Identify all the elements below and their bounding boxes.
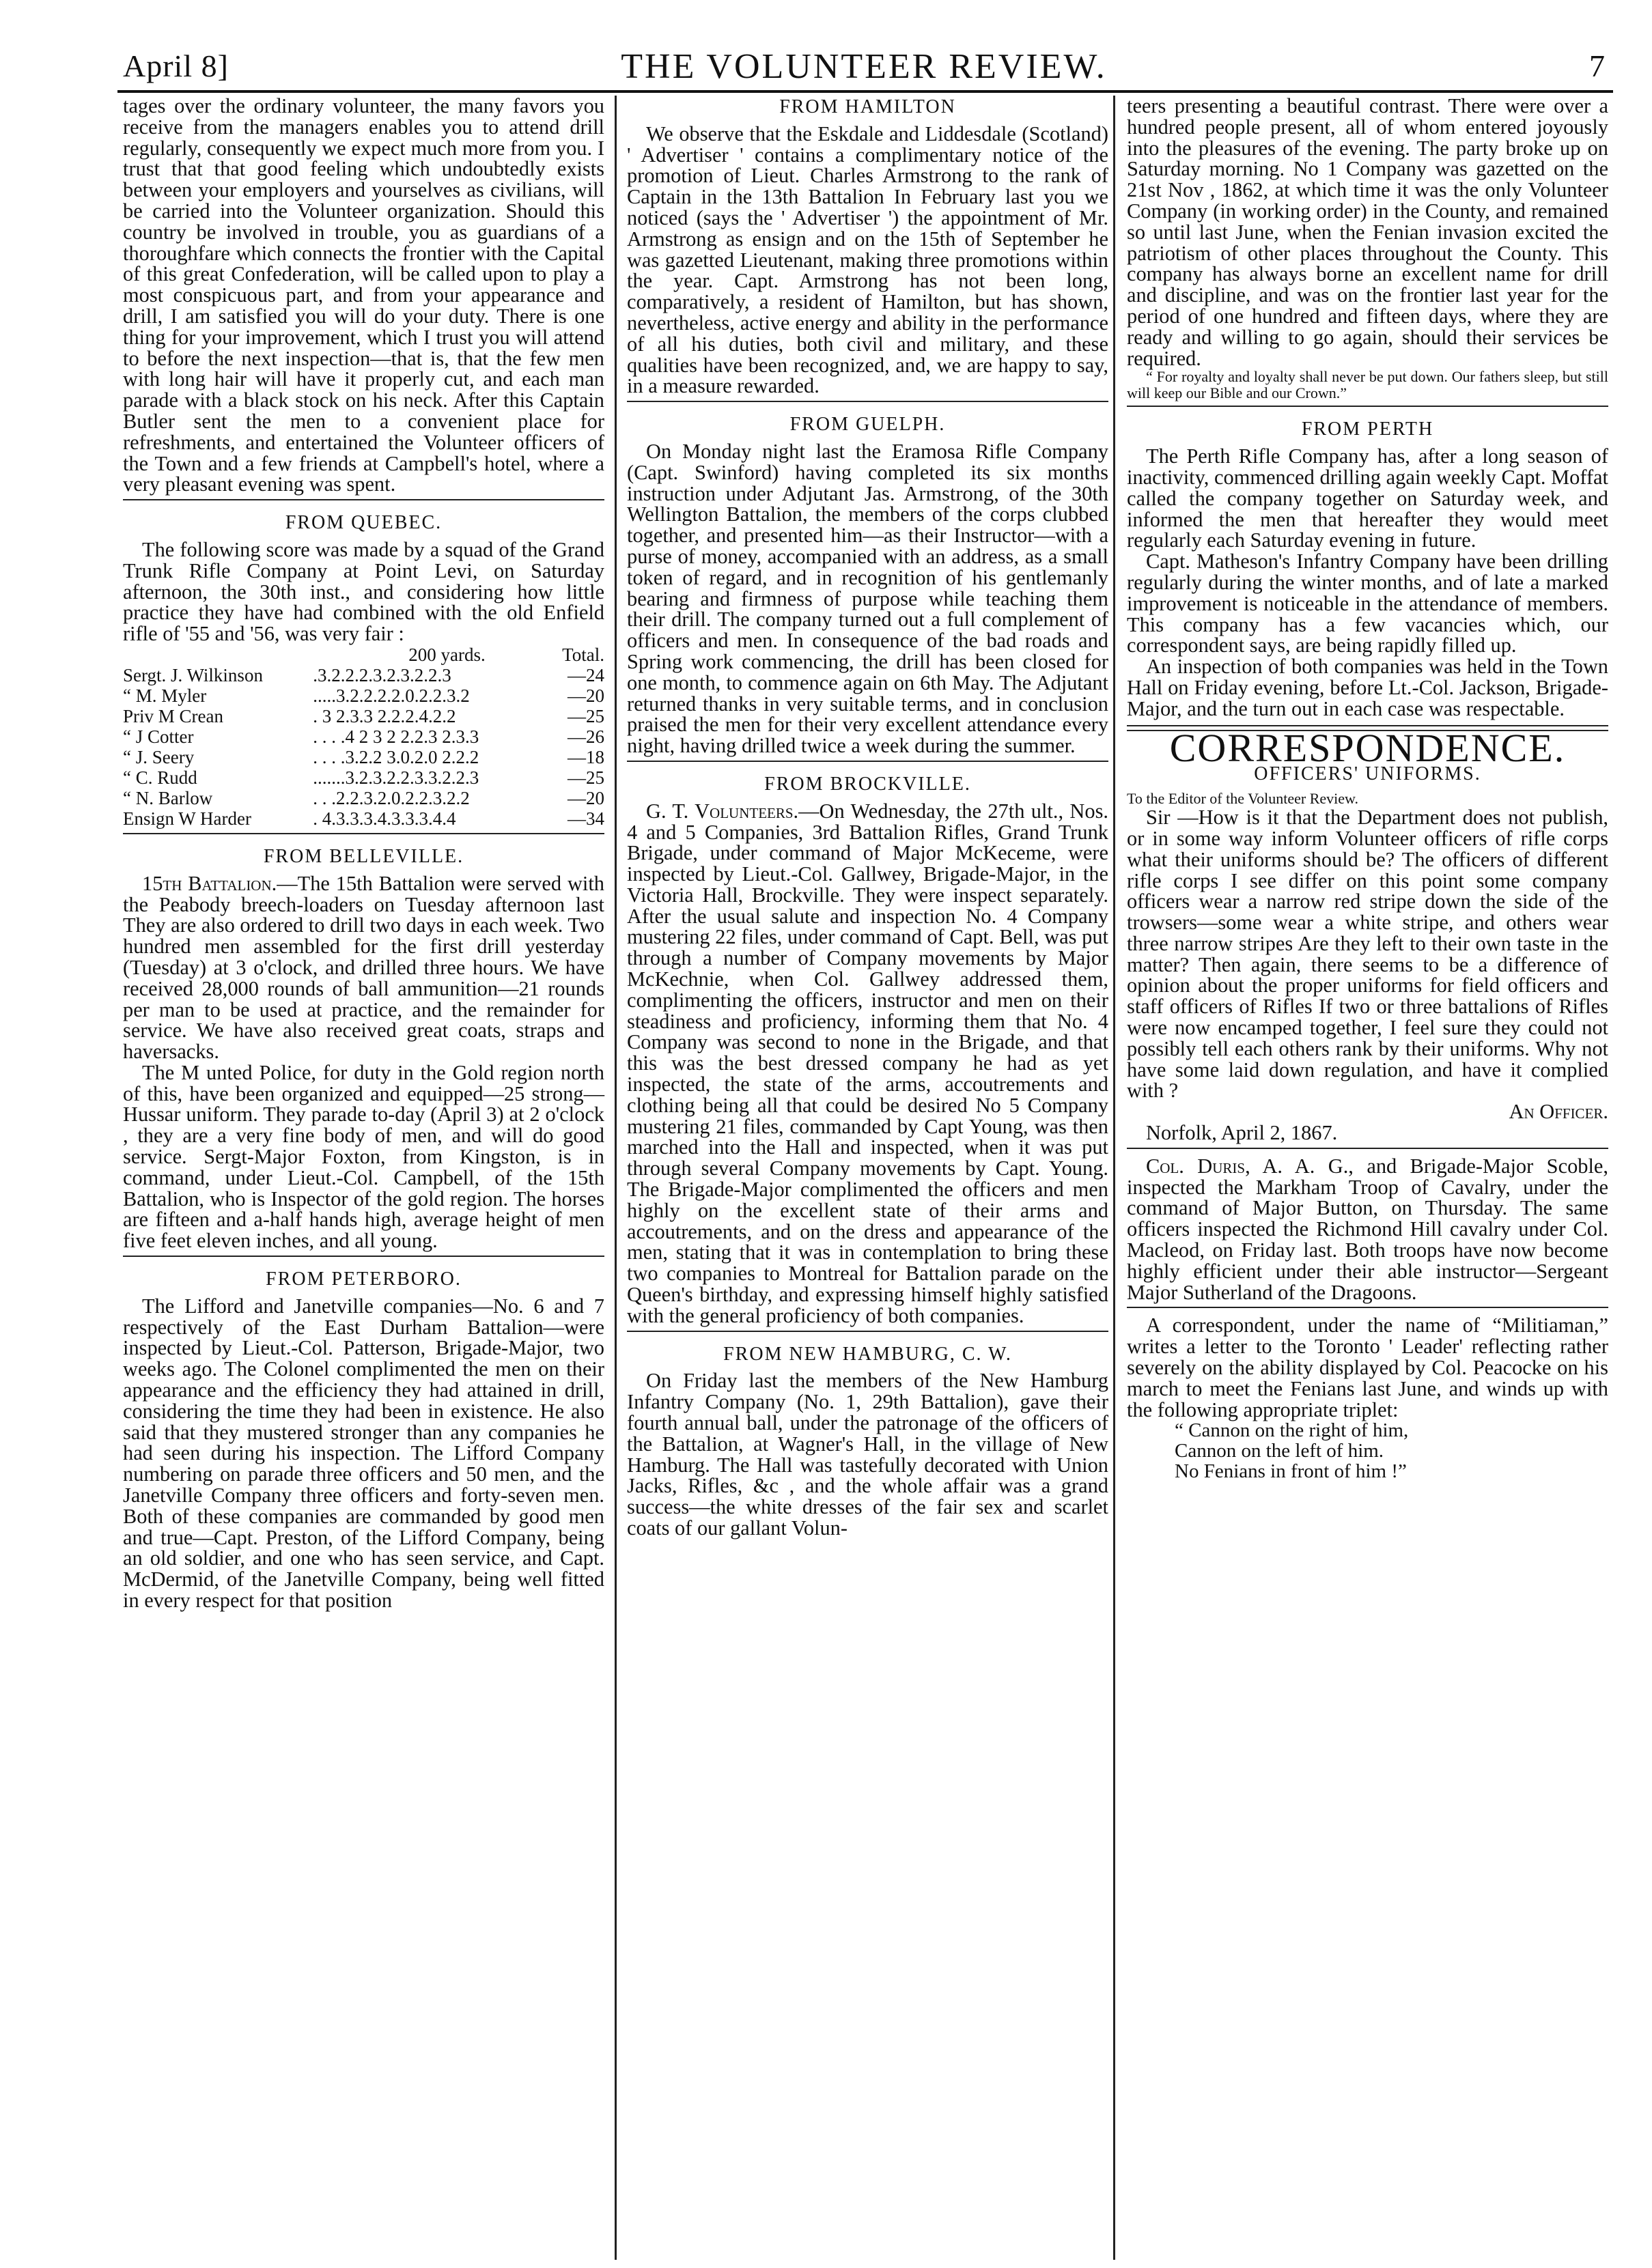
score-row <box>123 808 604 829</box>
shots: . 3 2.3.3 2.2.2.4.2.2 <box>313 705 456 726</box>
shooter-total: —34 <box>568 808 604 829</box>
article-paragraph: teers presenting a beautiful contrast. There were over a hundred people present, all of whom entered joyously into the pleasures of the evening. The party broke up on Saturday morning. No 1 Company was gazetted on the 21st Nov , 1862, at which time it was the only Volunteer Company (in working order) in the County, and remained so until last June, when the Fenian invasion excited the patriotism of other places throughout the County. This company has always borne an excellent name for drill and discipline, and was on the frontier last year for the period of one hundred and fifteen days, where they are ready and willing to go again, should their services be required. <box>1127 94 1608 370</box>
shots: .....3.2.2.2.2.0.2.2.3.2 <box>313 685 470 706</box>
page-header <box>116 46 1612 94</box>
article-paragraph <box>627 801 1108 1327</box>
article-paragraph: tages over the ordinary volunteer, the many favors you receive from the managers enables you to attend drill regularly, consequently we expect much more from you. I trust that that good feeling which undoubtedly exists between your employers and yourselves as civilians, will be carried into the Volunteer organization. Should this country be involved in trouble, you as guardians of a thoroughfare which connects the frontier with the Capital of this great Confederation, will be called upon to play a most conspicuous part, and from your appearance and drill, I am satisfied you will do your duty. There is one thing for your improvement, which I trust you will attend to before the next inspection—that is, that the few men with long hair will have it properly cut, and each man parade with a black stock on his neck. After this Captain Butler sent the men to a convenient place for refreshments, and entertained the Volunteer officers of the Town and a few friends at Campbell's hotel, where a very pleasant evening was spent. <box>123 94 604 496</box>
section-heading: FROM GUELPH. <box>789 414 946 436</box>
shooter-total: —26 <box>568 726 604 747</box>
correspondence-heading: CORRESPONDENCE. <box>1169 725 1566 770</box>
section-heading: FROM PERTH <box>1301 419 1434 440</box>
place-date: Norfolk, April 2, 1867. <box>1146 1121 1338 1145</box>
article-paragraph <box>1127 1156 1608 1303</box>
score-row <box>123 788 604 808</box>
article-paragraph: The Lifford and Janetville companies—No. 6 and 7 respectively of the East Durham Battalion—were inspected by Lieut.-Col. Patterson, Brigade-Major, two weeks ago. The Colonel complimented the men on their appearance and the efficiency they had attained in drill, considering the time they had been in existence. He also said that they mustered stronger than any companies he had seen during his inspection. The Lifford Company numbering on parade three officers and 50 men, and the Janetville Company three officers and forty-seven men. Both of these companies are commanded by good men and true—Capt. Preston, of the Lifford Company, being an old soldier, and one who has seen service, and Capt. McDermid, of the Janetville Company, being well fitted in every respect for that position <box>123 1294 604 1613</box>
salutation: To the Editor of the Volunteer Review. <box>1127 790 1358 808</box>
shooter-total: —20 <box>568 787 604 808</box>
score-table <box>123 644 604 829</box>
section-heading: FROM HAMILTON <box>779 96 956 117</box>
page-number: 7 <box>1589 48 1605 83</box>
lead-in: Col. Duris, A. A. G., <box>1146 1154 1354 1178</box>
shooter-name: “ M. Myler <box>123 685 207 706</box>
article-paragraph: The M unted Police, for duty in the Gold region north of this, have been organized and equipped—25 strong—Hussar uniform. They parade to-day (April 3) at 2 o'clock , they are a very fine body of men, and will do good service. Sergt-Major Foxton, from Kingston, is in command, under Lieut.-Col. Campbell, of the 15th Battalion, who is Inspector of the gold region. The horses are fifteen and a-half hands high, average height of men five feet eleven inches, and all young. <box>123 1060 604 1253</box>
shooter-total: —24 <box>568 664 604 685</box>
section-rule <box>123 1256 604 1257</box>
section-rule <box>627 761 1108 762</box>
section-heading: FROM BELLEVILLE. <box>263 845 464 867</box>
section-heading: OFFICERS' UNIFORMS. <box>1254 763 1481 785</box>
letter-signature <box>1127 1101 1608 1122</box>
score-row <box>123 767 604 788</box>
article-paragraph: We observe that the Eskdale and Liddesdale (Scotland) ' Advertiser ' contains a complimentary notice of the promotion of Lieut. Charles Armstrong to the rank of Captain in the 13th Battalion In February last you we noticed (says the ' Advertiser ') the appointment of Mr. Armstrong as ensign and on the 15th of September he was gazetted Lieutenant, making three promotions within the year. Capt. Armstrong has not been long, comparatively, a resident of Hamilton, but has shown, nevertheless, active energy and ability in the performance of all his duties, both civil and military, and these qualities have been recognized, and, we are happy to say, in a measure rewarded. <box>627 122 1108 398</box>
paragraph-text: and Brigade-Major Scoble, inspected the Markham Troop of Cavalry, under the command of Major Button, on Thursday. The same officers inspected the Richmond Hill cavalry under Col. Macleod, on Friday last. Both troops have now become highly efficient under their able instructor—Sergeant Major Sutherland of the Dragoons. <box>1127 1154 1608 1304</box>
article-paragraph: Capt. Matheson's Infantry Company have been drilling regularly during the winter months, and of late a marked improvement is noticeable in the attendance of members. This company has a few vacancies which, our correspondent says, are being rapidly filled up. <box>1127 550 1608 657</box>
paragraph-text: —The 15th Battalion were served with the Peabody breech-loaders on Tuesday afternoon last They are also ordered to drill two days in each week. Two hundred men assembled for the first drill yesterday (Tuesday) at 3 o'clock, and drilled three hours. We have received 28,000 rounds of ball ammunition—21 rounds per man to be used at practice, and the remainder for service. We have also received great coats, straps and haversacks. <box>123 871 604 1064</box>
section-rule <box>1127 1148 1608 1149</box>
article-paragraph <box>123 873 604 1062</box>
yards-header: 200 yards. <box>408 644 486 665</box>
verse-line: Cannon on the left of him. <box>1175 1440 1384 1462</box>
shooter-total: —20 <box>568 685 604 706</box>
shooter-name: “ J Cotter <box>123 726 194 747</box>
article-paragraph: The following score was made by a squad of the Grand Trunk Rifle Company at Point Levi, on Saturday afternoon, the 30th inst., and considering how little practice they have had combined with the old Enfield rifle of '55 and '56, was very fair : <box>123 537 604 646</box>
column-2 <box>627 96 1108 1539</box>
section-rule <box>123 499 604 500</box>
lead-in: G. T. Volunteers. <box>646 799 799 823</box>
shooter-name: “ N. Barlow <box>123 787 213 808</box>
shooter-name: Ensign W Harder <box>123 808 251 829</box>
shots: . . . .4 2 3 2 2.2.3 2.3.3 <box>313 726 479 747</box>
verse-line: “ Cannon on the right of him, <box>1175 1419 1409 1442</box>
section-rule <box>123 833 604 834</box>
shooter-total: —25 <box>568 705 604 726</box>
shots: . . .2.2.3.2.0.2.2.3.2.2 <box>313 787 470 808</box>
shooter-name: Sergt. J. Wilkinson <box>123 664 263 685</box>
shots: .3.2.2.2.3.2.3.2.2.3 <box>313 664 451 685</box>
article-paragraph: An inspection of both companies was held in the Town Hall on Friday evening, before Lt.-Col. Jackson, Brigade-Major, and the turn out in each case was respectable. <box>1127 655 1608 720</box>
shots: . . . .3.2.2 3.0.2.0 2.2.2 <box>313 746 479 767</box>
signature: An Officer. <box>1509 1100 1608 1124</box>
score-row <box>123 706 604 726</box>
section-rule <box>1127 406 1608 407</box>
column-divider <box>615 96 617 2260</box>
quote: “ For royalty and loyalty shall never be put down. Our fathers sleep, but still will keep our Bible and our Crown.” <box>1127 368 1608 402</box>
section-heading: FROM QUEBEC. <box>285 512 443 534</box>
shooter-name: “ J. Seery <box>123 746 195 767</box>
paragraph-text: —On Wednesday, the 27th ult., Nos. 4 and 5 Companies, 3rd Battalion Rifles, Grand Trunk Brigade, under command of Major McKeceme, were inspected by Lieut.-Col. Gallwey, Brigade-Major, in the Victoria Hall, Brockville. They were inspect separately. After the usual salute and inspection No. 4 Company mustering 22 files, under command of Capt. Bell, was put through a number of Company movements by Major McKechnie, when Col. Gallwey addressed them, complimenting the officers, instructor and men on their steadiness and proficiency, informing them that No. 4 Company was second to none in the Brigade, and that this was the best dressed company he had as yet inspected, the state of the arms, accoutrements and clothing being all that could be desired No 5 Company mustering 21 files, commanded by Capt Young, was then marched into the Hall and inspected, when it was put through several Company movements by Capt. Young. The Brigade-Major complimented the officers and men highly on the excellent state of their arms and accoutrements, and on the dress and appearance of the men, stating that it was in contemplation to bring these two companies to Montreal for Battalion parade on the Queen's birthday, and expressing himself highly satisfied with the general proficiency of both companies. <box>627 799 1108 1327</box>
newspaper-title: THE VOLUNTEER REVIEW. <box>621 47 1107 86</box>
letter-paragraph: Sir —How is it that the Department does not publish, or in some way inform Volunteer officers of rifle corps what their uniforms should be? The officers of different rifle corps I see differ on this point some company officers wear a narrow red stripe down the side of the trowsers—some wear a white stripe, and others wear three narrow stripes Are they left to their own taste in the matter? Then again, there seems to be a difference of opinion about the proper uniforms for field officers and staff officers of Rifles If two or three battalions of Rifles were now encamped together, I feel sure they could not possibly tell each others rank by their uniforms. Why not have some laid down regulation, and have it complied with ? <box>1127 806 1608 1103</box>
total-header: Total. <box>562 644 604 665</box>
shots: . 4.3.3.3.4.3.3.3.4.4 <box>313 808 456 829</box>
article-paragraph: The Perth Rifle Company has, after a long season of inactivity, commenced drilling again weekly Capt. Moffat called the company together on Saturday week, and informed the men that hereafter they would meet regularly each Saturday evening in future. <box>1127 444 1608 552</box>
column-divider <box>1113 96 1115 2260</box>
score-row <box>123 685 604 706</box>
header-rule <box>117 90 1613 93</box>
section-rule <box>1127 1307 1608 1308</box>
article-paragraph: On Monday night last the Eramosa Rifle Company (Capt. Swinford) having completed its six months instruction under Adjutant Jas. Armstrong, of the 30th Wellington Battalion, the members of the corps clubbed together, and presented him—as their Instructor—with a purse of money, accompanied with an address, as a small token of regard, and in recognition of his gentlemanly bearing and firmness of purpose while teaching them their drill. The company turned out a full complement of officers and men. In consequence of the bad roads and Spring work commencing, the drill has been closed for one month, to commence again on 6th May. The Adjutant returned thanks in very suitable terms, and in conclusion praised the men for their very excellent attendance every night, having drilled twice a week during the summer. <box>627 439 1108 758</box>
article-paragraph: On Friday last the members of the New Hamburg Infantry Company (No. 1, 29th Battalion), gave their fourth annual ball, under the patronage of the officers of the Battalion, at Wagner's Hall, in the village of New Hamburg. The Hall was tastefully decorated with Union Jacks, Rifles, &c , and the whole affair was a grand success—the white dresses of the fair sex and scarlet coats of our gallant Volun- <box>627 1369 1108 1540</box>
score-table-header <box>123 644 604 665</box>
column-3 <box>1127 96 1608 1482</box>
shooter-total: —25 <box>568 767 604 788</box>
shooter-total: —18 <box>568 746 604 767</box>
score-row <box>123 665 604 685</box>
shots: .......3.2.3.2.2.3.3.2.2.3 <box>313 767 479 788</box>
issue-date: April 8] <box>123 48 229 83</box>
shooter-name: “ C. Rudd <box>123 767 197 788</box>
section-heading: FROM NEW HAMBURG, C. W. <box>723 1343 1012 1365</box>
section-heading: FROM PETERBORO. <box>266 1268 462 1290</box>
score-row <box>123 726 604 747</box>
section-rule <box>627 1331 1108 1332</box>
column-1 <box>123 96 604 1611</box>
verse-line: No Fenians in front of him !” <box>1175 1460 1407 1483</box>
article-paragraph: A correspondent, under the name of “Militiaman,” writes a letter to the Toronto ' Leader' reflecting rather severely on the ability displayed by Col. Peacocke on his march to meet the Fenians last June, and winds up with the following appropriate triplet: <box>1127 1314 1608 1421</box>
lead-in: 15th Battalion. <box>142 871 277 895</box>
section-heading: FROM BROCKVILLE. <box>764 773 971 795</box>
score-row <box>123 747 604 767</box>
shooter-name: Priv M Crean <box>123 705 223 726</box>
section-rule <box>627 401 1108 402</box>
